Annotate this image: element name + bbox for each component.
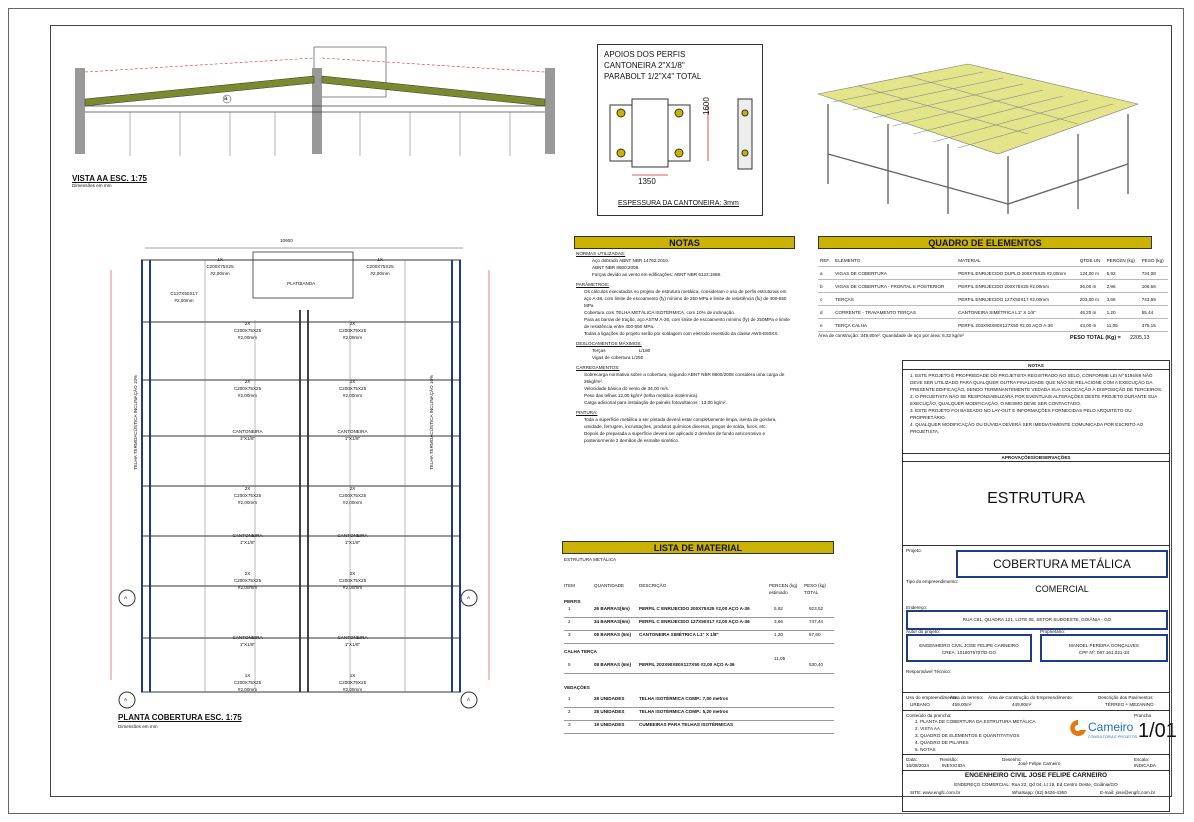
cont-item: 3. QUADRO DE ELEMENTOS E QUANTITATIVOS: [915, 733, 1020, 738]
rev-value: INEXIGIDA: [942, 763, 966, 768]
cell-percen: 11,05: [774, 656, 786, 661]
cell-desc: TELHA ISOTÉRMICA COMP.: 7,00 metros: [639, 696, 729, 701]
apoio-line2: CANTONEIRA 2"X1/8": [604, 61, 685, 70]
cell-ref: d: [818, 306, 833, 319]
notas-normas-3: Forças devido ao vento em edificações: ABNT NBR 6123:1988.: [592, 272, 722, 277]
apoio-plate-drawing: [608, 95, 758, 195]
tipo-label: Tipo do empreendimento:: [906, 579, 959, 584]
quadro-col: PESO (kg): [1140, 254, 1168, 267]
cell-qty: 08 BARRAS (6m): [594, 632, 632, 637]
prop-name: MANOEL PEREIRA GONÇALVES: [1069, 643, 1139, 648]
cell-qt: 43,00: [1079, 322, 1092, 328]
table-row: [564, 695, 834, 708]
cell-material: PERFIL 203X90X80X127X50 #2,00 AÇO A-36: [956, 319, 1078, 332]
cell-item: 3: [568, 722, 571, 727]
cell-ref: c: [818, 293, 833, 306]
lista-col: DESCRIÇÃO: [639, 583, 667, 588]
cell-percen: 1,20: [774, 632, 783, 637]
cell-percen: 3,66: [1105, 293, 1140, 306]
area-terr-value: 459,00m²: [952, 702, 972, 707]
lista-calha-title: CALHA TERÇA: [564, 649, 598, 654]
area-const-value: 449,80m²: [1012, 702, 1032, 707]
planta-title: PLANTA COBERTURA ESC. 1:75: [118, 713, 242, 722]
quadro-col: MATERIAL: [956, 254, 1078, 267]
endereco-value: RUA C81, QUADRA 121, LOTE 05, SETOR SUDOESTE, GOIÂNIA - GO: [906, 610, 1168, 630]
notas-normas-1: Aço dobrado ABNT NBR 14762:2010.: [592, 258, 670, 263]
area-const-label: Área de Construção do Empreendimento:: [988, 695, 1073, 700]
cell-qty: [1078, 319, 1105, 332]
planta-cell: CANTONEIRA 1"X1/8": [337, 429, 368, 441]
quadro-col: REF.: [818, 254, 833, 267]
planta-cut-label-right-bottom: A: [467, 697, 471, 702]
cont-item: 5. NOTAS: [915, 747, 936, 752]
eng-email: E-mail: jose@engfc.com.br: [1100, 790, 1156, 795]
planta-cell: CANTONEIRA 1"X1/8": [232, 429, 263, 441]
resp-label: Responsável Técnico:: [906, 669, 952, 674]
planta-cell: 2X C200X75X25 #2,00mm: [233, 571, 262, 590]
table-row: [564, 605, 834, 618]
planta-dim-top: 10600: [280, 238, 293, 243]
autor-box: [906, 634, 1032, 662]
planta-cell: 2X C200X75X25 #2,00mm: [233, 321, 262, 340]
lista-header-row: [564, 582, 834, 596]
data-label: Data:: [906, 757, 917, 762]
aprov-label: APROVAÇÕES/OBSERVAÇÕES: [902, 453, 1170, 462]
cell-ref: b: [818, 280, 833, 293]
cell-percen: 2,96: [1105, 280, 1140, 293]
quadro-total: 2205,13: [1130, 335, 1150, 341]
cell-peso: 106,56: [1140, 280, 1168, 293]
planta-cobertura-drawing: [105, 240, 505, 710]
cell-qty: 34 BARRAS(6m): [594, 619, 630, 624]
cell-qty: 19 UNIDADES: [594, 722, 625, 727]
planta-purlin-label: C127X50X17 #2,00mm: [170, 291, 198, 303]
eng-site: SITE: www.engfc.com.br: [910, 790, 961, 795]
projeto-label: Projeto:: [906, 548, 922, 553]
planta-cell: CANTONEIRA 1"X1/8": [232, 533, 263, 545]
cell-ref: a: [818, 267, 833, 280]
planta-cell: 1X C200X75X25 #2,00mm: [233, 673, 262, 692]
planta-cell: 2X C200X75X25 #2,00mm: [338, 379, 367, 398]
notas-carreg-4: Carga adicional para instalação de painéis fotovoltaicos : 13,00 kg/m².: [584, 400, 727, 405]
notas-pint-2: Depois de preparada a superfície deverá ser aplicado 2 demãos de fundo anticorrosivo e posteriormente 2 demãos de esmalte sintético.: [584, 431, 766, 443]
cell-desc: CANTONEIRA SIMÉTRICA L1" X 1/8": [639, 632, 719, 637]
notas-desl-title: DESLOCAMENTOS MÁXIMOS:: [576, 341, 642, 346]
planta-subtitle: Dimensões em mm: [118, 724, 158, 729]
lista-table: [564, 582, 834, 734]
notas2-item: 2. O PROJETISTA NÃO SE RESPONSABILIZARÁ POR EVENTUAIS ALTERAÇÕES DESTE PROJETO DURANTE SUA EXECUÇÃO, QUALQUER MODIFICAÇÃO, O MESMO DEVE SER CONTACTADO.: [910, 394, 1158, 406]
cell-qt: 203,00: [1079, 296, 1094, 302]
cell-qty: [1078, 293, 1105, 306]
planta-cell: 2X C200X75X25 #2,00mm: [338, 571, 367, 590]
notas-param-1: Os cálculos executados no projeto de estrutura metálica, consideram o uso de perfis estruturais em aço A-36, com limite de escoamento (fy) mínimo de 250 MPa e limite de resistência (fu) de 400-550 MPa: [584, 289, 787, 308]
cell-peso: 55,44: [1140, 306, 1168, 319]
table-row: [818, 267, 1168, 280]
notas-carreg-title: CARREGAMENTOS:: [576, 365, 620, 370]
cell-qty: 26 BARRAS(6m): [594, 606, 630, 611]
divider: [902, 754, 1170, 755]
table-row: [818, 306, 1168, 319]
notas-normas-2: ABNT NBR 8800:2008.: [592, 265, 640, 270]
lista-col: PERCEN (kg) estimado: [769, 583, 798, 595]
lista-col: PESO (kg) TOTAL: [804, 583, 826, 595]
prancha-label: Prancha: [1134, 713, 1152, 718]
cell-ref: e: [818, 319, 833, 332]
notas-carreg-1: Sobrecarga normativa sobre a cobertura, segundo ABNT NBR 8800/2008 considera uma carga de 25kgf/m².: [584, 372, 785, 384]
planta-cell: 1X C200X75X25 #2,00mm: [206, 257, 234, 276]
esc-label: Escala:: [1134, 757, 1150, 762]
notas2-header: NOTAS: [902, 362, 1170, 370]
notas-carreg-3: Peso das telhas 12,00 kg/m² (telha metálica isotérmica).: [584, 393, 699, 398]
notas2-item: 4. QUALQUER MODIFICAÇÃO OU DÚVIDA DEVERÁ SER IMEDIATAMENTE COMUNICADA POR ESCRITO AO PROJETISTA.: [910, 422, 1144, 434]
table-row: [564, 721, 834, 734]
notas2-body: [910, 372, 1165, 435]
cont-label: Conteúdo da prancha:: [906, 713, 952, 718]
lista-header: LISTA DE MATERIAL: [562, 541, 834, 554]
projeto-title: COBERTURA METÁLICA: [956, 550, 1168, 578]
uso-value: URBANO: [910, 702, 930, 707]
planta-cell: 1X C200X75X25 #2,00mm: [366, 257, 394, 276]
notas2-item: 3. ESTE PROJETO FOI BASEADO NO LAY-OUT E INFORMAÇÕES FORNECIDAS PELO ARQUITETO OU PROPRIETÁRIO.: [910, 408, 1132, 420]
lista-col: QUANTIDADE: [594, 583, 625, 588]
cell-percen: 3,66: [774, 619, 783, 624]
planta-cell: CANTONEIRA 1"X1/8": [232, 635, 263, 647]
divider: [902, 710, 1170, 711]
cell-total: 923,52: [809, 606, 824, 611]
notas-header: NOTAS: [574, 236, 795, 249]
vista-aa-drawing: [70, 44, 560, 160]
notas-pint-title: PINTURA:: [576, 410, 598, 415]
data-value: 16/08/2024: [906, 763, 929, 768]
cell-percen: 5,92: [1105, 267, 1140, 280]
cell-un: m: [1092, 322, 1097, 328]
cell-total: 530,40: [809, 662, 824, 667]
cell-peso: 743,59: [1140, 293, 1168, 306]
cell-percen: 5,92: [774, 606, 783, 611]
planta-cell: 2X C200X75X25 #2,00mm: [338, 321, 367, 340]
table-row: [564, 655, 834, 674]
tipo-value: COMERCIAL: [1035, 584, 1089, 594]
cell-item: 1: [568, 606, 571, 611]
quadro-table: [818, 254, 1168, 332]
planta-cell: 1X C200X75X25 #2,00mm: [338, 673, 367, 692]
quadro-col: ELEMENTO: [833, 254, 956, 267]
planta-cell: CANTONEIRA 1"X1/8": [337, 635, 368, 647]
table-row: [818, 293, 1168, 306]
eng-whats: Whatsapp: (62) 9426-4360: [1012, 790, 1067, 795]
planta-cell: 2X C200X75X25 #2,00mm: [338, 486, 367, 505]
planta-cut-label-left: A: [124, 595, 128, 600]
pav-label: Descrição dos Pavimentos:: [1098, 695, 1154, 700]
table-row: [564, 618, 834, 631]
notas-carreg-2: Velocidade básica do vento de 34,00 m/s.: [584, 386, 670, 391]
planta-cell: 2X C200X75X25 #2,00mm: [233, 379, 262, 398]
cell-un: m: [1095, 296, 1099, 302]
quadro-total-label: PESO TOTAL (Kg) =: [1070, 335, 1121, 341]
prop-label: Proprietário:: [1040, 629, 1066, 634]
divider: [902, 770, 1170, 771]
lista-ved-title: VEDAÇÕES: [564, 685, 590, 690]
cell-qty: 28 UNIDADES: [594, 709, 625, 714]
prancha-value: 1/01: [1138, 720, 1177, 742]
table-row: [818, 280, 1168, 293]
logo-icon: [1068, 718, 1088, 738]
cont-item: 1. PLANTA DE COBERTURA DA ESTRUTURA METÁLICA: [915, 719, 1036, 724]
cell-element: CORRENTE - TRAVAMENTO TERÇAS: [833, 306, 956, 319]
cell-material: CANTONEIRA SIMÉTRICA L1" X 1/8": [956, 306, 1078, 319]
cell-element: TERÇA CALHA: [833, 319, 956, 332]
endereco-label: Endereço:: [906, 605, 927, 610]
vista-aa-label-a: a: [224, 96, 228, 102]
cell-item: 3: [568, 632, 571, 637]
cell-item: 2: [568, 709, 571, 714]
apoio-line1: APOIOS DOS PERFIS: [604, 50, 686, 59]
notas-normas-title: NORMAS UTILIZADAS:: [576, 251, 626, 256]
lista-col: ITEM: [564, 583, 575, 588]
des-value: José Felipe Carneiro: [1018, 761, 1061, 766]
divider: [902, 545, 1170, 546]
autor-crea: CREA: 1018075707/D-GO: [941, 650, 997, 655]
des-label: Desenho:: [1002, 757, 1022, 762]
apoio-detail-box: [597, 44, 763, 216]
planta-cut-label-right: A: [467, 595, 471, 600]
quadro-col: PERCEN (kg): [1105, 254, 1140, 267]
cell-peso: 475,15: [1140, 319, 1168, 332]
cell-desc: PERFIL 203X90X80X127X50 #2,00 AÇO A-36: [639, 662, 735, 667]
logo-text: Cameiro: [1088, 720, 1134, 734]
estrutura-title: ESTRUTURA: [987, 490, 1085, 507]
planta-side-right: TELHA TERMOACÚSTICA INCLINAÇÃO 10%: [429, 374, 434, 470]
cell-qty: 08 BARRAS (6m): [594, 662, 632, 667]
rev-label: Revisão:: [940, 757, 958, 762]
notas-body: [576, 250, 794, 444]
eng-name: ENGENHEIRO CIVIL JOSE FELIPE CARNEIRO: [964, 772, 1108, 779]
cell-desc: CUMEEIRAS PARA TELHAS ISOTÉRMICAS: [639, 722, 734, 727]
cell-desc: PERFIL C ENRIJECIDO 127X50X17 #2,00 AÇO A-36: [639, 619, 750, 624]
cell-qty: [1078, 267, 1105, 280]
cell-qt: 36,00: [1079, 283, 1092, 289]
cell-un: m: [1095, 270, 1099, 276]
apoio-dim-w: 1350: [638, 177, 656, 186]
cont-item: 2. VISTA AA: [915, 726, 940, 731]
cell-total: 57,60: [809, 632, 821, 637]
cell-desc: TELHA ISOTÉRMICA COMP.: 5,20 metros: [639, 709, 729, 714]
cell-element: VIGAS DE COBERTURA: [833, 267, 956, 280]
cell-item: 5: [568, 662, 571, 667]
cell-qty: [1078, 280, 1105, 293]
table-row: [564, 708, 834, 721]
cell-percen: 11,05: [1105, 319, 1140, 332]
cell-peso: 734,08: [1140, 267, 1168, 280]
cell-qty: [1078, 306, 1105, 319]
apoio-line3: PARABOLT 1/2"X4" TOTAL: [604, 72, 702, 81]
cell-un: m: [1092, 309, 1097, 315]
area-terr-label: Área do terreno:: [950, 695, 984, 700]
pav-value: TÉRREO + MEZANINO: [1105, 702, 1154, 707]
cell-total: 747,44: [809, 619, 824, 624]
vista-aa-subtitle: Dimensões em mm: [72, 183, 112, 188]
cell-material: PERFIL ENRIJECIDO 127X50X17 #2,00mm: [956, 293, 1078, 306]
notas-param-title: PARÂMETROS:: [576, 282, 610, 287]
planta-side-left: TELHA TERMOACÚSTICA INCLINAÇÃO 10%: [133, 374, 138, 470]
cell-element: VIGAS DE COBERTURA - FRONTAL E POSTERIOR: [833, 280, 956, 293]
planta-cell: CANTONEIRA 1"X1/8": [337, 533, 368, 545]
lista-sub: ESTRUTURA METÁLICA: [564, 557, 617, 562]
notas-param-3: Para as barras de tração, aço ASTM A-36, com limite de escoamento mínimo (fy) de 250MPa e limite de resistência entre 400-550 MPa.: [584, 317, 790, 329]
prop-box: [1040, 634, 1168, 662]
cell-qty: 28 UNIDADES: [594, 696, 625, 701]
autor-name: ENGENHEIRO CIVIL JOSE FELIPE CARNEIRO: [919, 643, 1019, 648]
quadro-col: QTDE UN: [1078, 254, 1105, 267]
cont-item: 4. QUADRO DE PILARES: [915, 740, 969, 745]
prop-cpf: CPF Nº: 087.161.021-34: [1078, 650, 1130, 655]
eng-address: ENDEREÇO COMERCIAL: Rua 22, Qd 04, Lt 19, Ed Centro Oeste, Goiânia/GO: [954, 782, 1118, 787]
notas2-item: 1. ESTE PROJETO É PROPRIEDADE DO PROJETISTA REGISTRADO NO SELO, CONFORME LEI Nº 5194/66 NÃO DEVE SER UTILIZADO PARA QUALQUER OUTRA FINALIDADE QUE NÃO SE RELACIONE COM A EXECUÇÃO DA PRESENTE EDIFICAÇÃO, SENDO TERMINANTEMENTE VEDADA SUA COLOCAÇÃO À DISPOSIÇÃO DE TERCEIROS.: [910, 373, 1163, 392]
table-row: [564, 631, 834, 644]
cell-desc: PERFIL C ENRIJECIDO 200X75X25 #2,00 AÇO A-36: [639, 606, 750, 611]
notas-desl-1: Terças L/180: [592, 348, 651, 353]
planta-platibanda: PLATIBANDA: [287, 281, 316, 286]
cell-material: PERFIL ENRIJECIDO DUPLO 200X75X25 #2,00mm: [956, 267, 1078, 280]
logo-sub: CONSULTORIA E PROJETOS: [1088, 735, 1138, 739]
notas-param-4: Todas a ligações do projeto serão por soldagem com eletrodo revestido da classe AWS-E60XX.: [584, 331, 779, 336]
esc-value: INDICADA: [1134, 763, 1156, 768]
cell-un: m: [1092, 283, 1097, 289]
isometric-structure-view: [798, 44, 1158, 216]
planta-cut-label-left-bottom: A: [124, 697, 128, 702]
cell-item: 1: [568, 696, 571, 701]
cont-list: [915, 718, 1036, 753]
table-row: [818, 319, 1168, 332]
vista-aa-title: VISTA AA ESC. 1:75: [72, 174, 147, 183]
cell-material: PERFIL ENRIJECIDO 200X75X25 #2,00mm: [956, 280, 1078, 293]
planta-cell: 2X C200X75X25 #2,00mm: [233, 486, 262, 505]
uso-label: Uso do empreendimento:: [906, 695, 958, 700]
quadro-header-row: [818, 254, 1168, 267]
apoio-dim-h: 1600: [702, 97, 711, 115]
quadro-area: Área de construção: 349,80m². Quantidade de aço por área: 6,32 kg/m²: [818, 333, 964, 338]
divider: [902, 692, 1170, 693]
cell-percen: 1,20: [1105, 306, 1140, 319]
cell-element: TERÇAS: [833, 293, 956, 306]
notas-param-2: Cobertura com TELHA METÁLICA ISOTÉRMICA, com 10% de inclinação.: [584, 310, 736, 315]
cell-item: 2: [568, 619, 571, 624]
lista-perfis-title: PERFIS: [564, 599, 581, 604]
quadro-header: QUADRO DE ELEMENTOS: [818, 236, 1152, 249]
cell-qt: 124,00: [1079, 270, 1094, 276]
notas-pint-1: Toda a superfície metálica a ser pintada deverá estar completamente limpa, isenta de gordura, umidade, ferrugem, incrustações, produtos químicos diversos, pingos de solda, furos, etc.: [584, 417, 777, 429]
autor-label: Autor do projeto:: [906, 629, 940, 634]
apoio-espessura: ESPESSURA DA CANTONEIRA: 3mm: [618, 200, 739, 207]
cell-qt: 46,20: [1079, 309, 1092, 315]
notas-desl-2: Vigas de cobertura L/250: [592, 355, 644, 360]
